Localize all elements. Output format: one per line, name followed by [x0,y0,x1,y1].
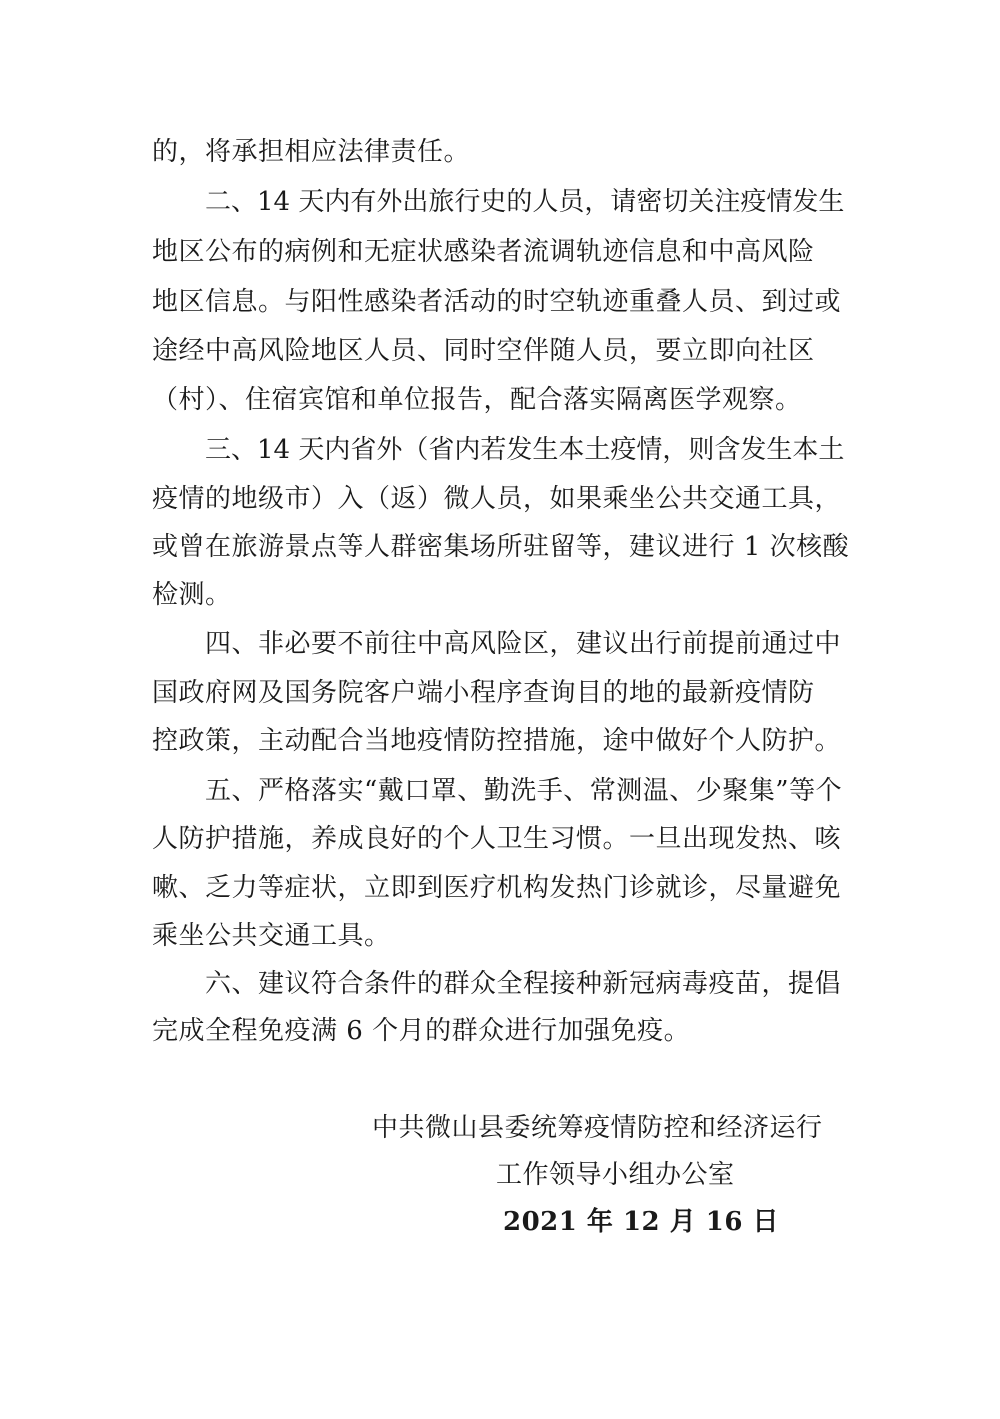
paragraph-line: 完成全程免疫满 6 个月的群众进行加强免疫。 [152,1016,691,1046]
paragraph-line: 或曾在旅游景点等人群密集场所驻留等，建议进行 1 次核酸 [152,532,850,562]
paragraph-line: （村）、住宿宾馆和单位报告，配合落实隔离医学观察。 [152,385,802,415]
paragraph-line: 国政府网及国务院客户端小程序查询目的地的最新疫情防 [152,678,815,708]
paragraph-line: 检测。 [152,580,232,610]
paragraph-line: 六、建议符合条件的群众全程接种新冠病毒疫苗，提倡 [205,969,842,999]
paragraph-line: 途经中高风险地区人员、同时空伴随人员，要立即向社区 [152,336,815,366]
paragraph-line: 控政策，主动配合当地疫情防控措施，途中做好个人防护。 [152,726,842,756]
paragraph-line: 的，将承担相应法律责任。 [152,137,471,167]
paragraph-line: 三、14 天内省外（省内若发生本土疫情，则含发生本土 [205,435,845,465]
paragraph-line: 乘坐公共交通工具。 [152,921,391,951]
paragraph-line: 地区信息。与阳性感染者活动的时空轨迹重叠人员、到过或 [152,287,842,317]
paragraph-line: 人防护措施，养成良好的个人卫生习惯。一旦出现发热、咳 [152,824,842,854]
paragraph-line: 五、严格落实“戴口罩、勤洗手、常测温、少聚集”等个 [205,776,843,806]
paragraph-line: 二、14 天内有外出旅行史的人员，请密切关注疫情发生 [205,187,845,217]
signature-date: 2021 年 12 月 16 日 [503,1207,779,1237]
paragraph-line: 疫情的地级市）入（返）微人员，如果乘坐公共交通工具， [152,484,842,514]
paragraph-line: 地区公布的病例和无症状感染者流调轨迹信息和中高风险 [152,237,815,267]
paragraph-line: 四、非必要不前往中高风险区，建议出行前提前通过中 [205,629,842,659]
paragraph-line: 嗽、乏力等症状，立即到医疗机构发热门诊就诊，尽量避免 [152,873,842,903]
signature-org-line2: 工作领导小组办公室 [496,1160,735,1190]
signature-org-line1: 中共微山县委统筹疫情防控和经济运行 [372,1113,823,1143]
